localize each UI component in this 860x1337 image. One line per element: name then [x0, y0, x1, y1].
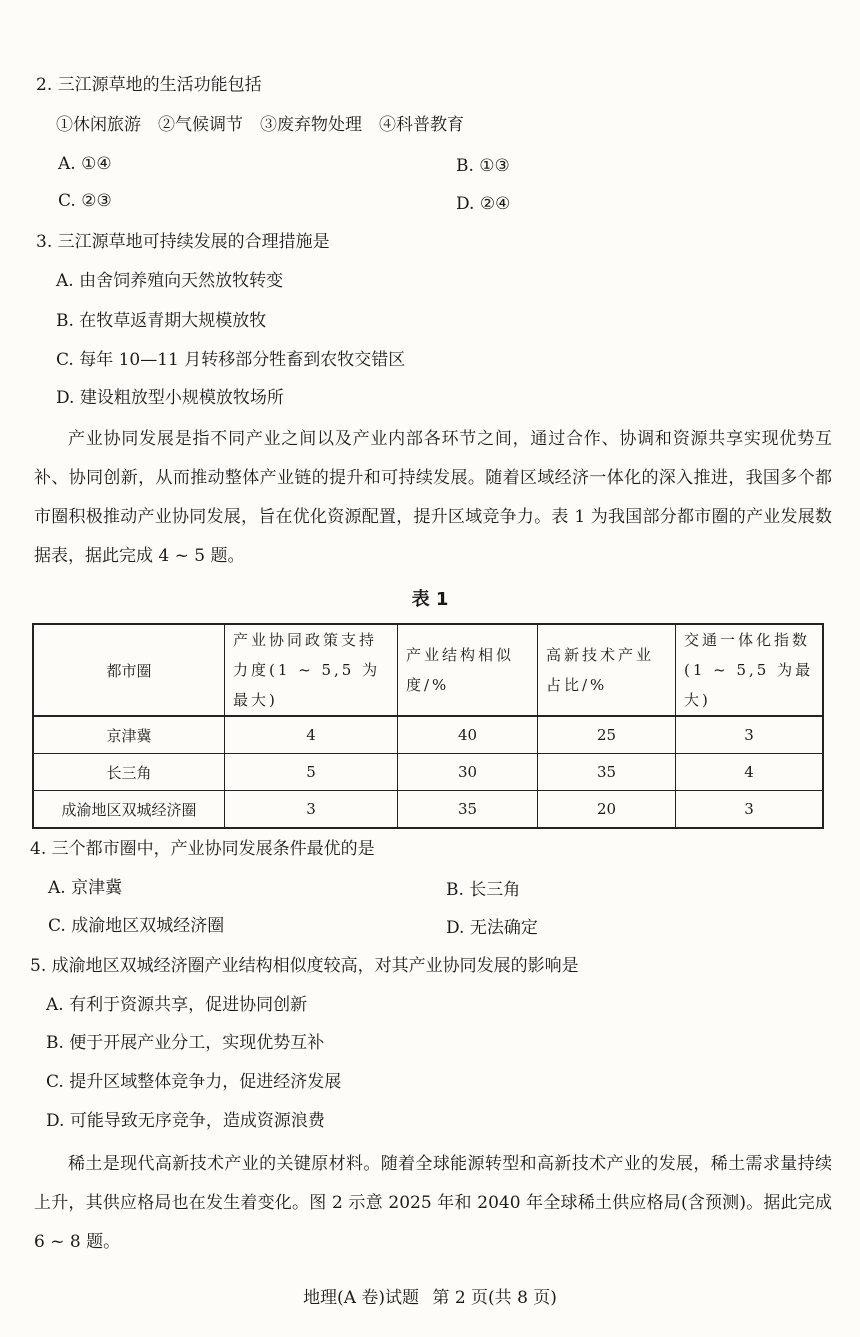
- question-5-stem: 5. 成渝地区双城经济圈产业结构相似度较高，对其产业协同发展的影响是: [30, 956, 579, 976]
- table-row: [33, 791, 823, 829]
- table-header-policy-support: 产业协同政策支持力度(1 ~ 5,5 为最大): [225, 624, 398, 716]
- question-5-option-a: A. 有利于资源共享，促进协同创新: [46, 995, 308, 1015]
- table-cell: 35: [398, 791, 538, 829]
- question-4-option-c: C. 成渝地区双城经济圈: [48, 916, 225, 936]
- question-4-option-b: B. 长三角: [446, 880, 521, 900]
- table-cell: 4: [225, 716, 398, 754]
- question-3-option-c: C. 每年 10—11 月转移部分牲畜到农牧交错区: [56, 350, 406, 370]
- table-header-transport-index: 交通一体化指数(1 ~ 5,5 为最大): [676, 624, 824, 716]
- table-cell: 3: [225, 791, 398, 829]
- table-row: [33, 754, 823, 791]
- question-5-option-c: C. 提升区域整体竞争力，促进经济发展: [46, 1072, 342, 1092]
- question-3-stem: 3. 三江源草地可持续发展的合理措施是: [36, 232, 330, 252]
- table-cell: 40: [398, 716, 538, 754]
- question-3-option-a: A. 由舍饲养殖向天然放牧转变: [56, 271, 284, 291]
- passage-rare-earth: [34, 1145, 832, 1262]
- table-cell: 成渝地区双城经济圈: [33, 791, 225, 829]
- table-cell: 35: [538, 754, 676, 791]
- question-3-option-b: B. 在牧草返青期大规模放牧: [56, 311, 267, 331]
- table-header-hightech-share: 高新技术产业占比/%: [538, 624, 676, 716]
- question-4-option-a: A. 京津冀: [48, 878, 123, 898]
- question-4-stem: 4. 三个都市圈中，产业协同发展条件最优的是: [30, 839, 375, 859]
- table-cell: 30: [398, 754, 538, 791]
- table-cell: 25: [538, 716, 676, 754]
- table-header-row: [33, 624, 823, 716]
- question-4-option-d: D. 无法确定: [446, 918, 538, 938]
- table-1: [32, 623, 824, 829]
- table-cell: 5: [225, 754, 398, 791]
- table-cell: 20: [538, 791, 676, 829]
- question-2-option-d: D. ②④: [456, 194, 511, 214]
- passage-rare-earth-text: 稀土是现代高新技术产业的关键原材料。随着全球能源转型和高新技术产业的发展，稀土需求量持续上升，其供应格局也在发生着变化。图 2 示意 2025 年和 2040 年全球稀土供应格局(含预测)。据此完成 6 ~ 8 题。: [34, 1154, 832, 1252]
- question-2-stem: 2. 三江源草地的生活功能包括: [36, 75, 262, 95]
- footer-page-number: 第 2 页(共 8 页): [432, 1288, 557, 1308]
- passage-industry-synergy: [34, 420, 832, 576]
- question-5-option-b: B. 便于开展产业分工，实现优势互补: [46, 1033, 325, 1053]
- table-row: [33, 716, 823, 754]
- question-2-items: ①休闲旅游 ②气候调节 ③废弃物处理 ④科普教育: [56, 115, 464, 135]
- question-5-option-d: D. 可能导致无序竞争，造成资源浪费: [46, 1111, 325, 1131]
- table-cell: 3: [676, 716, 824, 754]
- table-header-structure-similarity: 产业结构相似度/%: [398, 624, 538, 716]
- table-header-metro: 都市圈: [33, 624, 225, 716]
- table-cell: 4: [676, 754, 824, 791]
- table-cell: 长三角: [33, 754, 225, 791]
- passage-industry-synergy-text: 产业协同发展是指不同产业之间以及产业内部各环节之间，通过合作、协调和资源共享实现优势互补、协同创新，从而推动整体产业链的提升和可持续发展。随着区域经济一体化的深入推进，我国多个都市圈积极推动产业协同发展，旨在优化资源配置，提升区域竞争力。表 1 为我国部分都市圈的产业发展数据表，据此完成 4 ~ 5 题。: [34, 429, 832, 566]
- question-2-option-a: A. ①④: [58, 154, 112, 174]
- question-2-option-c: C. ②③: [58, 191, 112, 211]
- table-1-title: 表 1: [411, 589, 449, 610]
- footer-subject: 地理(A 卷)试题: [303, 1288, 420, 1308]
- question-2-option-b: B. ①③: [456, 156, 510, 176]
- question-3-option-d: D. 建设粗放型小规模放牧场所: [56, 388, 284, 408]
- page-footer: [0, 1283, 860, 1308]
- table-cell: 京津冀: [33, 716, 225, 754]
- table-cell: 3: [676, 791, 824, 829]
